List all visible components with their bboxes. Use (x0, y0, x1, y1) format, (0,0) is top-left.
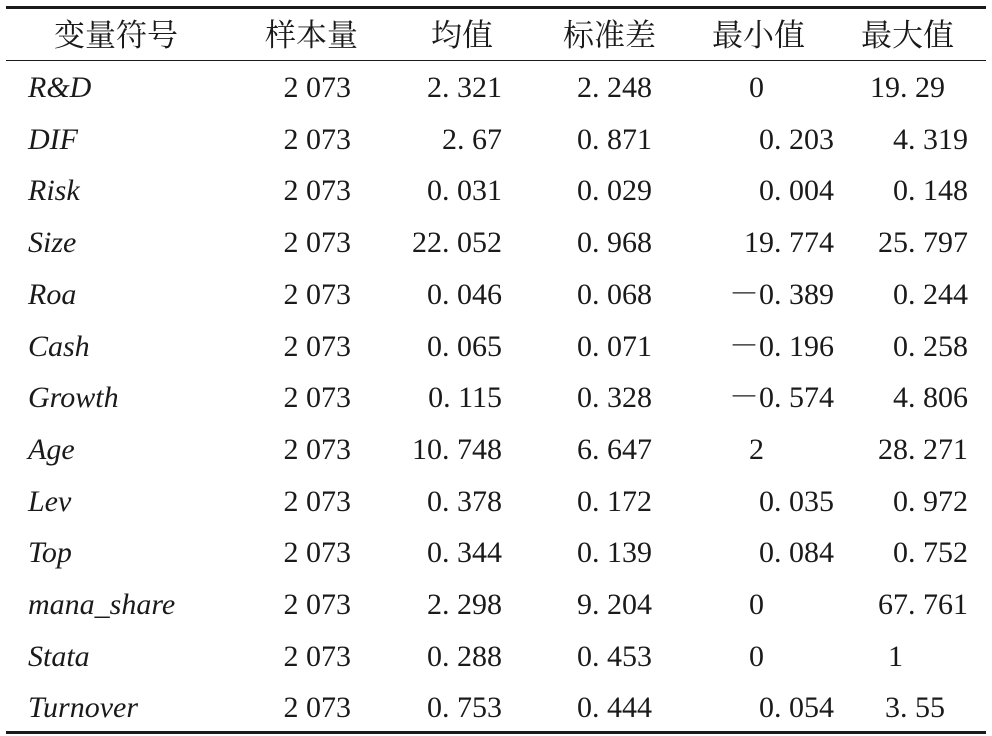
cell-max: 1 (888, 639, 903, 673)
cell-min: 0. 084 (759, 536, 834, 570)
cell-var: Stata (28, 639, 90, 673)
cell-min: －0. 389 (729, 277, 834, 311)
cell-mean: 22. 052 (412, 226, 502, 260)
cell-min: 0. 054 (759, 691, 834, 725)
cell-max: 4. 806 (893, 381, 968, 415)
table-row (6, 484, 986, 521)
cell-sd: 0. 068 (577, 277, 652, 311)
cell-var: Roa (28, 277, 77, 311)
cell-min: 0 (749, 588, 764, 621)
cell-max: 0. 244 (893, 277, 968, 311)
cell-mean: 0. 378 (427, 484, 502, 518)
header-min: 最小值 (712, 18, 805, 54)
descriptive-statistics-table (6, 6, 986, 734)
cell-n: 2 073 (283, 329, 351, 363)
cell-max: 28. 271 (878, 432, 968, 466)
cell-n: 2 073 (283, 174, 351, 208)
cell-sd: 0. 139 (577, 536, 652, 570)
cell-var: Size (28, 226, 77, 260)
table-row (6, 432, 986, 469)
table-row (6, 176, 986, 210)
cell-n: 2 073 (283, 432, 351, 466)
cell-sd: 6. 647 (577, 432, 652, 466)
table-row (6, 383, 986, 417)
table-row (6, 693, 986, 727)
cell-var: Lev (28, 484, 72, 518)
table-row (6, 73, 986, 107)
cell-max: 25. 797 (878, 226, 968, 260)
cell-var: DIF (28, 122, 78, 156)
cell-mean: 2. 67 (442, 122, 502, 156)
cell-max: 0. 752 (893, 536, 968, 570)
cell-mean: 0. 288 (427, 639, 502, 673)
header-sample-size: 样本量 (265, 18, 358, 54)
cell-max: 19. 29 (870, 71, 945, 104)
cell-mean: 10. 748 (412, 432, 502, 466)
cell-var: R&D (28, 71, 92, 104)
cell-n: 2 073 (283, 536, 351, 570)
cell-max: 0. 148 (893, 174, 968, 208)
header-mean: 均值 (431, 18, 493, 54)
cell-var: Top (28, 536, 72, 570)
cell-mean: 0. 344 (427, 536, 502, 570)
cell-mean: 0. 065 (427, 329, 502, 363)
cell-mean: 0. 031 (427, 174, 502, 208)
cell-sd: 0. 029 (577, 174, 652, 208)
cell-var: Risk (28, 174, 80, 208)
table-row (6, 228, 986, 262)
cell-sd: 0. 071 (577, 329, 652, 363)
cell-max: 0. 258 (893, 329, 968, 363)
cell-max: 0. 972 (893, 484, 968, 518)
header-std-dev: 标准差 (563, 18, 656, 54)
table-row (6, 590, 986, 624)
cell-sd: 0. 968 (577, 226, 652, 260)
cell-max: 67. 761 (878, 588, 968, 621)
cell-mean: 0. 753 (427, 691, 502, 725)
table-header-row (6, 9, 986, 60)
header-max: 最大值 (861, 18, 954, 54)
header-variable: 变量符号 (54, 18, 178, 54)
cell-min: －0. 196 (729, 329, 834, 363)
cell-sd: 0. 871 (577, 122, 652, 156)
cell-var: Cash (28, 329, 90, 363)
cell-mean: 0. 115 (428, 381, 502, 415)
table-row (6, 329, 986, 366)
cell-mean: 2. 298 (427, 588, 502, 621)
cell-var: Age (28, 432, 75, 466)
cell-sd: 9. 204 (577, 588, 652, 621)
cell-sd: 0. 328 (577, 381, 652, 415)
cell-n: 2 073 (283, 122, 351, 156)
cell-var: mana_share (28, 588, 176, 621)
cell-min: 2 (749, 432, 764, 466)
table-row (6, 538, 986, 572)
table-row (6, 639, 986, 676)
cell-sd: 0. 444 (577, 691, 652, 725)
cell-var: Growth (28, 381, 119, 415)
cell-min: 0. 035 (759, 484, 834, 518)
cell-min: 0. 203 (759, 122, 834, 156)
cell-n: 2 073 (283, 484, 351, 518)
table-row (6, 122, 986, 159)
cell-n: 2 073 (283, 639, 351, 673)
cell-max: 3. 55 (885, 691, 945, 725)
cell-n: 2 073 (283, 71, 351, 104)
cell-min: －0. 574 (729, 381, 834, 415)
cell-sd: 0. 172 (577, 484, 652, 518)
cell-n: 2 073 (283, 381, 351, 415)
cell-sd: 2. 248 (577, 71, 652, 104)
cell-min: 0 (749, 71, 764, 104)
cell-n: 2 073 (283, 226, 351, 260)
cell-mean: 2. 321 (427, 71, 502, 104)
cell-n: 2 073 (283, 588, 351, 621)
table-row (6, 277, 986, 314)
cell-min: 19. 774 (744, 226, 834, 260)
cell-min: 0 (749, 639, 764, 673)
cell-min: 0. 004 (759, 174, 834, 208)
cell-n: 2 073 (283, 691, 351, 725)
cell-max: 4. 319 (893, 122, 968, 156)
cell-sd: 0. 453 (577, 639, 652, 673)
table-bottom-rule (6, 731, 986, 734)
table-body (6, 61, 986, 731)
cell-n: 2 073 (283, 277, 351, 311)
cell-mean: 0. 046 (427, 277, 502, 311)
cell-var: Turnover (28, 691, 139, 725)
